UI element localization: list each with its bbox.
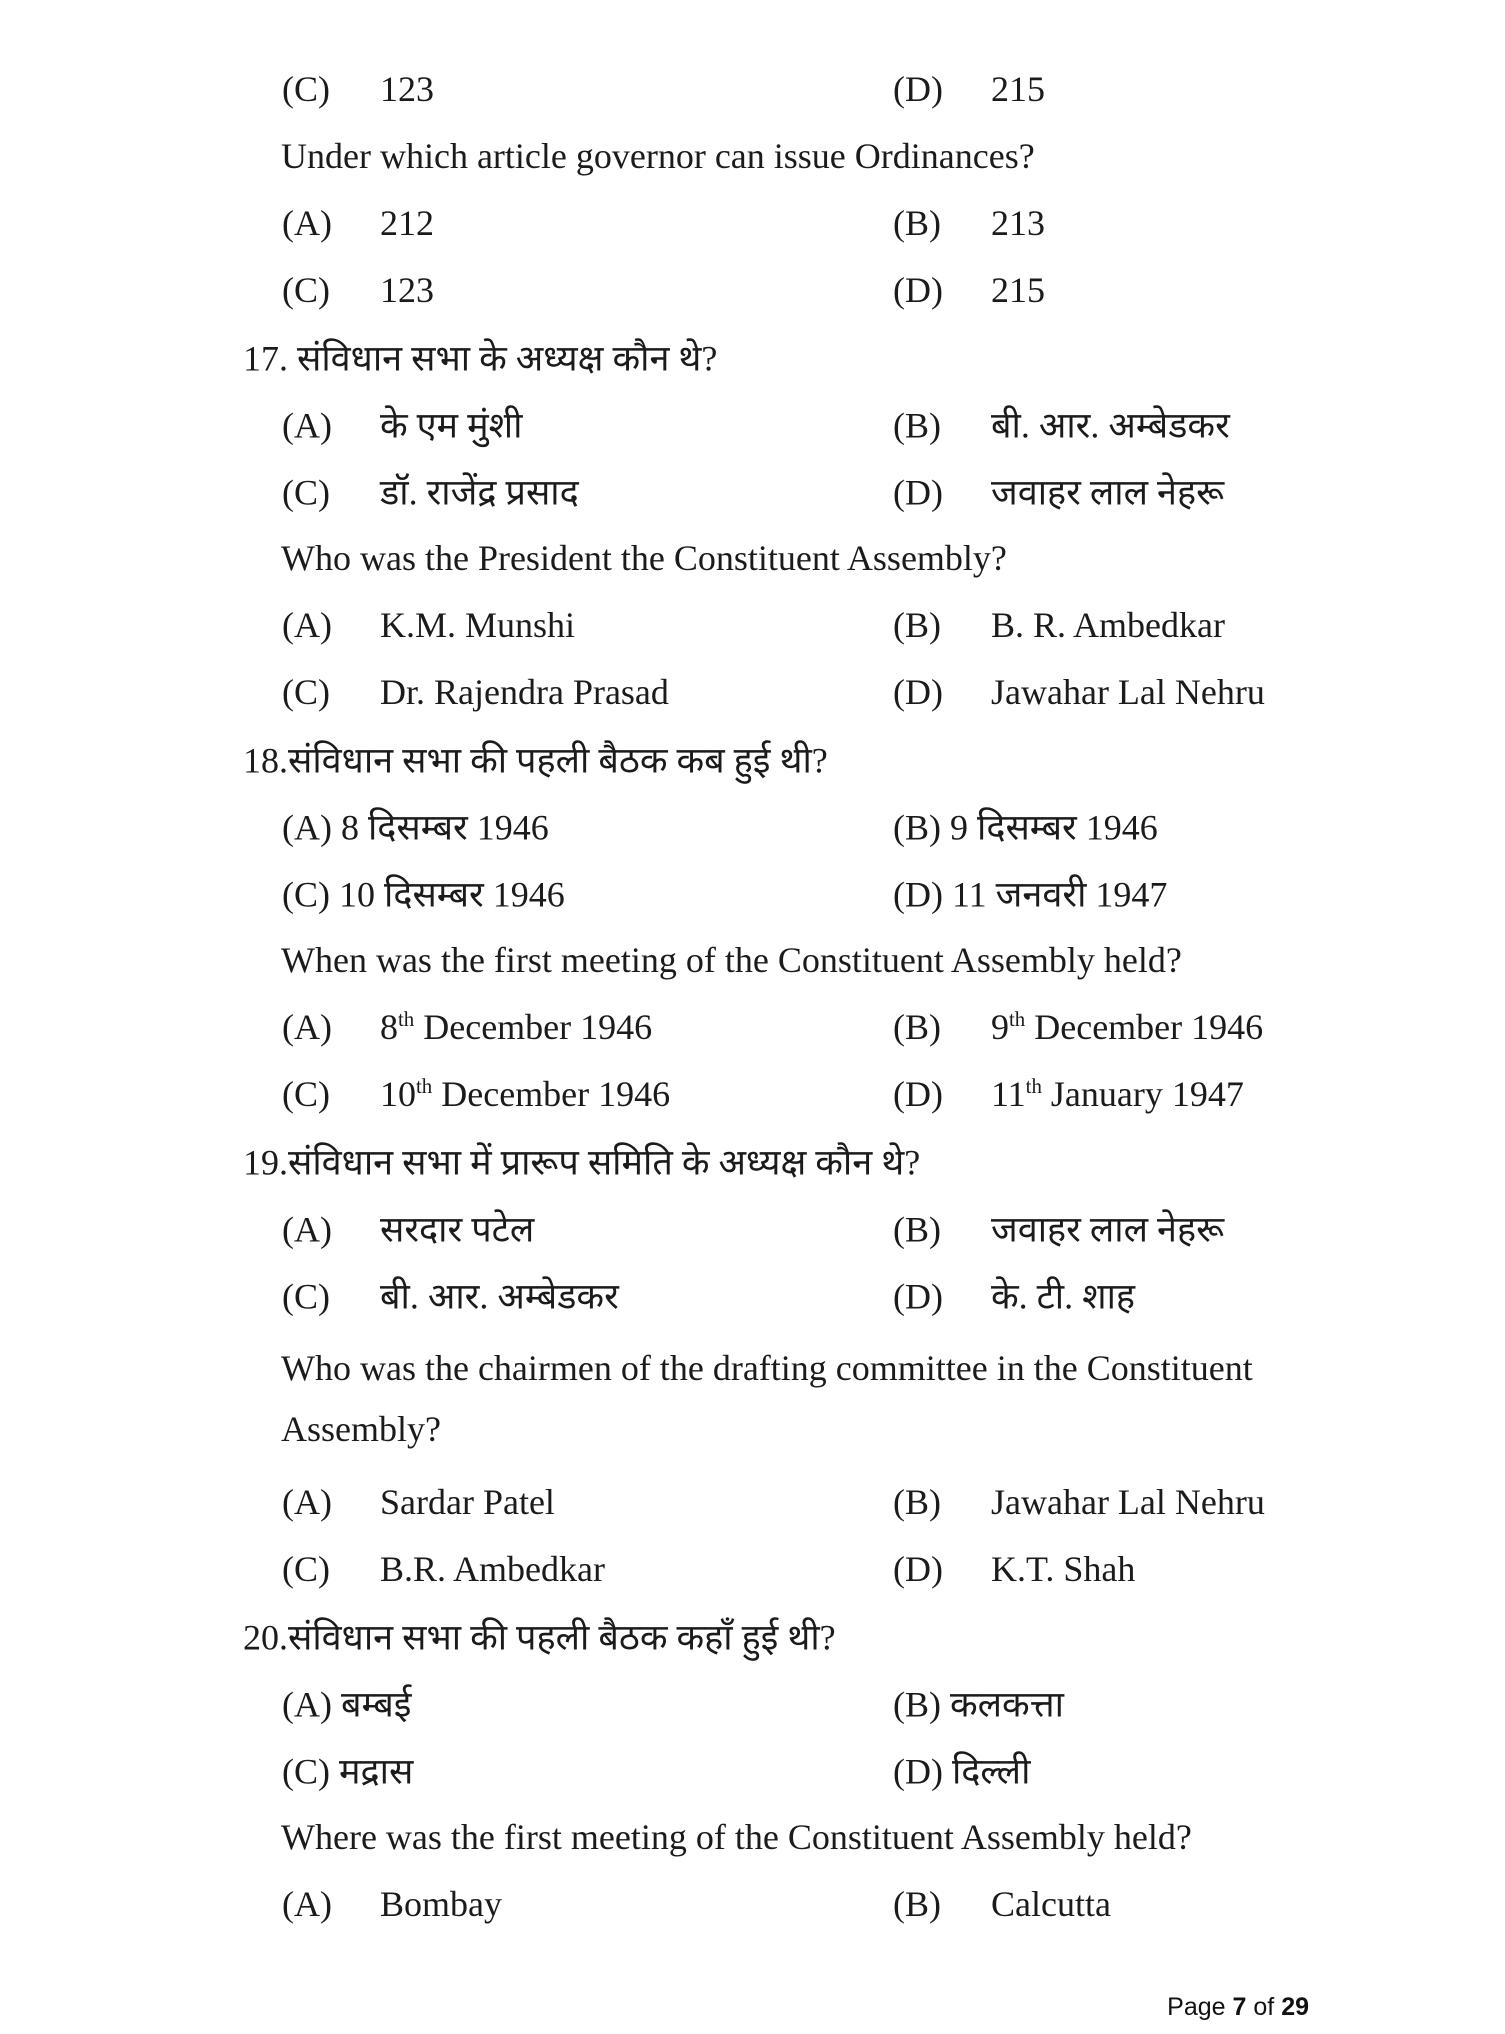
question-text-english: Who was the President the Constituent Assembly? (281, 537, 1007, 578)
option-letter: (D) (893, 1548, 943, 1589)
option-text: 215 (991, 269, 1045, 310)
option-item (893, 1548, 1135, 1590)
option-letter: (B) (893, 405, 941, 445)
option-text: बी. आर. अम्बेडकर (991, 405, 1230, 445)
option-row (0, 390, 1505, 457)
option-item (893, 466, 1224, 515)
option-row (0, 792, 1505, 859)
ordinal-superscript: th (398, 1006, 415, 1031)
question-row-17 (0, 323, 1505, 390)
ordinal-superscript: th (1009, 1006, 1026, 1031)
of-label: of (1253, 1993, 1275, 2021)
option-text: के. टी. शाह (991, 1276, 1136, 1316)
option-letter: (B) (893, 1481, 941, 1522)
option-text: Sardar Patel (380, 1481, 555, 1522)
option-item (282, 1203, 534, 1252)
option-text: बम्बई (340, 1684, 412, 1724)
question-row (0, 926, 1505, 993)
option-letter: (D) (893, 874, 943, 914)
option-text: बी. आर. अम्बेडकर (380, 1276, 619, 1316)
option-row (0, 1870, 1505, 1937)
option-item (893, 399, 1230, 448)
option-text: डॉ. राजेंद्र प्रसाद (380, 472, 579, 512)
question-row-20 (0, 1602, 1505, 1669)
option-text: 8 दिसम्बर 1946 (340, 807, 549, 847)
option-item (893, 671, 1265, 713)
option-text: Bombay (380, 1883, 502, 1924)
option-text: मद्रास (339, 1751, 414, 1791)
option-letter: (A) (282, 202, 332, 243)
option-item (282, 1883, 502, 1925)
option-row (0, 1736, 1505, 1803)
option-text: Calcutta (991, 1883, 1111, 1924)
option-item (893, 1481, 1265, 1523)
option-letter: (B) (893, 1684, 941, 1724)
option-text: K.T. Shah (991, 1548, 1136, 1589)
question-text-hindi: 17. संविधान सभा के अध्यक्ष कौन थे? (243, 338, 718, 378)
option-letter: (B) (893, 1006, 941, 1047)
option-letter: (B) (893, 1209, 941, 1249)
option-item (893, 1270, 1135, 1319)
option-text: कलकत्ता (950, 1684, 1064, 1724)
question-text-hindi: 19.संविधान सभा में प्रारूप समिति के अध्यक्ष कौन थे? (243, 1142, 921, 1182)
option-item (893, 68, 1045, 110)
option-row (0, 859, 1505, 926)
option-letter: (B) (893, 1883, 941, 1924)
option-letter: (A) (282, 604, 332, 645)
page-label: Page (1167, 1993, 1226, 2021)
option-text: Dr. Rajendra Prasad (380, 671, 669, 712)
option-text: सरदार पटेल (380, 1209, 535, 1249)
option-text: Jawahar Lal Nehru (991, 671, 1265, 712)
option-text: 215 (991, 68, 1045, 109)
option-item (282, 801, 549, 850)
page-footer (1167, 1993, 1309, 2022)
option-item (282, 868, 565, 917)
question-text-english: Under which article governor can issue Ordinances? (281, 135, 1035, 176)
question-row-18 (0, 725, 1505, 792)
option-row (0, 591, 1505, 658)
option-item (282, 1548, 605, 1590)
question-text-english: Who was the chairmen of the drafting committee in the Constituent Assembly? (281, 1348, 1253, 1449)
option-letter: (A) (282, 807, 332, 847)
ordinal-superscript: th (416, 1073, 433, 1098)
option-item (893, 269, 1045, 311)
option-text: 213 (991, 202, 1045, 243)
option-text: 8th December 1946 (380, 1006, 653, 1047)
option-row (0, 993, 1505, 1060)
question-text-english: Where was the first meeting of the Constituent Assembly held? (281, 1816, 1192, 1857)
option-text: B.R. Ambedkar (380, 1548, 605, 1589)
option-text: 9 दिसम्बर 1946 (950, 807, 1158, 847)
option-letter: (A) (282, 1883, 332, 1924)
option-letter: (D) (893, 68, 943, 109)
option-text: 123 (380, 269, 434, 310)
option-text: 123 (380, 68, 434, 109)
question-row-19 (0, 1127, 1505, 1194)
option-row (0, 1535, 1505, 1602)
total-pages: 29 (1281, 1993, 1309, 2021)
option-item (282, 1745, 413, 1794)
question-text-english: When was the first meeting of the Constituent Assembly held? (281, 939, 1182, 980)
question-text-hindi: 18.संविधान सभा की पहली बैठक कब हुई थी? (243, 740, 828, 780)
option-row (0, 457, 1505, 524)
option-item (282, 269, 434, 311)
option-letter: (C) (282, 1751, 330, 1791)
question-row (0, 1328, 1505, 1468)
option-item (282, 1678, 411, 1727)
option-item (893, 1678, 1064, 1727)
option-item (893, 801, 1158, 850)
option-row (0, 256, 1505, 323)
option-text: जवाहर लाल नेहरू (991, 1209, 1225, 1249)
option-item (282, 1481, 555, 1523)
option-row (0, 1669, 1505, 1736)
option-row (0, 658, 1505, 725)
option-letter: (C) (282, 269, 330, 310)
option-letter: (A) (282, 405, 332, 445)
option-text: 10th December 1946 (380, 1073, 671, 1114)
option-row (0, 1194, 1505, 1261)
option-letter: (A) (282, 1684, 332, 1724)
option-text: 212 (380, 202, 434, 243)
option-row (0, 1468, 1505, 1535)
option-item (282, 671, 669, 713)
option-item (893, 1203, 1224, 1252)
option-letter: (C) (282, 1073, 330, 1114)
option-letter: (B) (893, 202, 941, 243)
option-letter: (C) (282, 671, 330, 712)
option-letter: (D) (893, 671, 943, 712)
question-row (0, 524, 1505, 591)
option-letter: (A) (282, 1209, 332, 1249)
option-row (0, 189, 1505, 256)
question-row (0, 1803, 1505, 1870)
question-row (0, 122, 1505, 189)
option-letter: (B) (893, 807, 941, 847)
option-letter: (C) (282, 68, 330, 109)
option-item (282, 1073, 670, 1115)
option-item (282, 1006, 652, 1048)
option-item (893, 202, 1045, 244)
option-item (893, 1745, 1030, 1794)
option-text: B. R. Ambedkar (991, 604, 1225, 645)
option-letter: (C) (282, 1276, 330, 1316)
option-row (0, 1261, 1505, 1328)
option-item (282, 202, 434, 244)
option-text: 9th December 1946 (991, 1006, 1264, 1047)
option-letter: (C) (282, 472, 330, 512)
option-text: Jawahar Lal Nehru (991, 1481, 1265, 1522)
option-row (0, 1060, 1505, 1127)
question-text-hindi: 20.संविधान सभा की पहली बैठक कहाँ हुई थी? (243, 1617, 836, 1657)
ordinal-superscript: th (1025, 1073, 1042, 1098)
option-text: 11th January 1947 (991, 1073, 1244, 1114)
option-text: K.M. Munshi (380, 604, 576, 645)
option-item (893, 1006, 1263, 1048)
option-letter: (D) (893, 1751, 943, 1791)
option-letter: (C) (282, 874, 330, 914)
option-text: के एम मुंशी (380, 405, 523, 445)
option-item (282, 1270, 619, 1319)
option-item (893, 1073, 1244, 1115)
option-item (893, 868, 1167, 917)
option-letter: (D) (893, 1276, 943, 1316)
option-letter: (B) (893, 604, 941, 645)
option-item (282, 399, 522, 448)
option-text: 10 दिसम्बर 1946 (339, 874, 565, 914)
option-letter: (D) (893, 472, 943, 512)
option-text: दिल्ली (951, 1751, 1031, 1791)
option-item (282, 466, 579, 515)
option-letter: (C) (282, 1548, 330, 1589)
option-text: 11 जनवरी 1947 (951, 874, 1168, 914)
option-letter: (D) (893, 1073, 943, 1114)
option-item (893, 1883, 1111, 1925)
page-number: 7 (1232, 1993, 1247, 2021)
option-letter: (D) (893, 269, 943, 310)
option-item (893, 604, 1225, 646)
option-item (282, 604, 575, 646)
option-letter: (A) (282, 1481, 332, 1522)
option-row (0, 55, 1505, 122)
option-item (282, 68, 434, 110)
option-text: जवाहर लाल नेहरू (991, 472, 1225, 512)
option-letter: (A) (282, 1006, 332, 1047)
